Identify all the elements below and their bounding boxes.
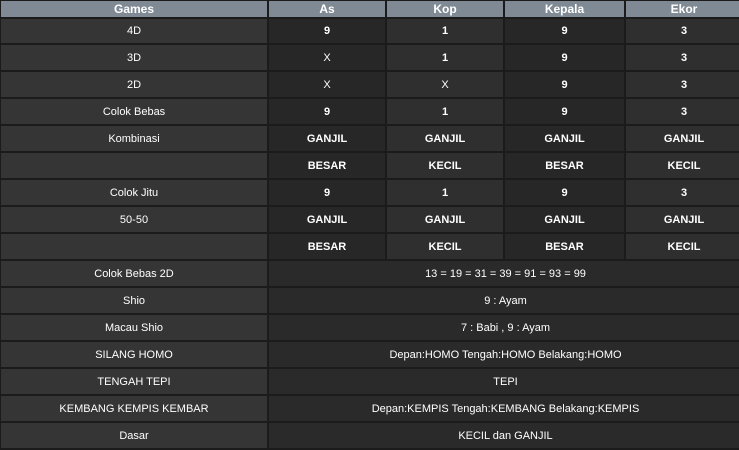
result-value: 13 = 19 = 31 = 39 = 91 = 93 = 99 bbox=[269, 261, 739, 286]
header-row bbox=[1, 1, 739, 17]
row-50-50 bbox=[1, 207, 739, 232]
result-value: 7 : Babi , 9 : Ayam bbox=[269, 315, 739, 340]
result-value: KECIL dan GANJIL bbox=[269, 423, 739, 448]
game-label: 2D bbox=[1, 72, 267, 97]
value-kepala: BESAR bbox=[505, 234, 624, 259]
row-shio bbox=[1, 288, 739, 313]
value-kepala: 9 bbox=[505, 72, 624, 97]
value-kop: 1 bbox=[387, 19, 503, 43]
value-ekor: 3 bbox=[626, 99, 739, 124]
value-ekor: 3 bbox=[626, 45, 739, 70]
value-ekor: KECIL bbox=[626, 153, 739, 178]
game-label: KEMBANG KEMPIS KEMBAR bbox=[1, 396, 267, 421]
header-kop: Kop bbox=[387, 1, 503, 17]
row-silang-homo bbox=[1, 342, 739, 367]
game-label: Dasar bbox=[1, 423, 267, 448]
game-label: Kombinasi bbox=[1, 126, 267, 151]
value-kepala: GANJIL bbox=[505, 126, 624, 151]
value-ekor: GANJIL bbox=[626, 207, 739, 232]
value-as: 9 bbox=[269, 180, 385, 205]
value-as: BESAR bbox=[269, 234, 385, 259]
value-as: 9 bbox=[269, 99, 385, 124]
value-kop: KECIL bbox=[387, 234, 503, 259]
result-value: Depan:KEMPIS Tengah:KEMBANG Belakang:KEMPIS bbox=[269, 396, 739, 421]
value-kop: X bbox=[387, 72, 503, 97]
row-2d bbox=[1, 72, 739, 97]
row-kombinasi bbox=[1, 126, 739, 151]
value-as: X bbox=[269, 45, 385, 70]
game-label bbox=[1, 234, 267, 259]
game-label: 3D bbox=[1, 45, 267, 70]
value-as: GANJIL bbox=[269, 207, 385, 232]
value-as: X bbox=[269, 72, 385, 97]
value-kepala: BESAR bbox=[505, 153, 624, 178]
row-colok-bebas-2d bbox=[1, 261, 739, 286]
game-label: Colok Bebas 2D bbox=[1, 261, 267, 286]
row-3d bbox=[1, 45, 739, 70]
game-label: Shio bbox=[1, 288, 267, 313]
row-tengah-tepi bbox=[1, 369, 739, 394]
value-ekor: GANJIL bbox=[626, 126, 739, 151]
value-kop: KECIL bbox=[387, 153, 503, 178]
value-kop: GANJIL bbox=[387, 126, 503, 151]
value-ekor: 3 bbox=[626, 72, 739, 97]
value-kop: 1 bbox=[387, 180, 503, 205]
header-kepala: Kepala bbox=[505, 1, 624, 17]
value-as: BESAR bbox=[269, 153, 385, 178]
value-kepala: 9 bbox=[505, 19, 624, 43]
game-label bbox=[1, 153, 267, 178]
result-value: 9 : Ayam bbox=[269, 288, 739, 313]
value-ekor: 3 bbox=[626, 180, 739, 205]
row-dasar bbox=[1, 423, 739, 448]
value-kop: 1 bbox=[387, 99, 503, 124]
game-label: 50-50 bbox=[1, 207, 267, 232]
row-kombinasi-size bbox=[1, 153, 739, 178]
game-label: Colok Jitu bbox=[1, 180, 267, 205]
row-4d bbox=[1, 19, 739, 43]
result-value: Depan:HOMO Tengah:HOMO Belakang:HOMO bbox=[269, 342, 739, 367]
game-label: SILANG HOMO bbox=[1, 342, 267, 367]
value-kop: GANJIL bbox=[387, 207, 503, 232]
value-kepala: 9 bbox=[505, 45, 624, 70]
value-kepala: 9 bbox=[505, 180, 624, 205]
row-50-50-size bbox=[1, 234, 739, 259]
value-ekor: 3 bbox=[626, 19, 739, 43]
header-ekor: Ekor bbox=[626, 1, 739, 17]
value-ekor: KECIL bbox=[626, 234, 739, 259]
row-macau-shio bbox=[1, 315, 739, 340]
value-kepala: GANJIL bbox=[505, 207, 624, 232]
row-colok-bebas bbox=[1, 99, 739, 124]
value-kop: 1 bbox=[387, 45, 503, 70]
value-as: GANJIL bbox=[269, 126, 385, 151]
row-colok-jitu bbox=[1, 180, 739, 205]
game-label: TENGAH TEPI bbox=[1, 369, 267, 394]
game-label: Colok Bebas bbox=[1, 99, 267, 124]
value-as: 9 bbox=[269, 19, 385, 43]
game-label: Macau Shio bbox=[1, 315, 267, 340]
header-games: Games bbox=[1, 1, 267, 17]
value-kepala: 9 bbox=[505, 99, 624, 124]
header-as: As bbox=[269, 1, 385, 17]
row-kembang-kempis-kembar bbox=[1, 396, 739, 421]
game-label: 4D bbox=[1, 19, 267, 43]
result-value: TEPI bbox=[269, 369, 739, 394]
